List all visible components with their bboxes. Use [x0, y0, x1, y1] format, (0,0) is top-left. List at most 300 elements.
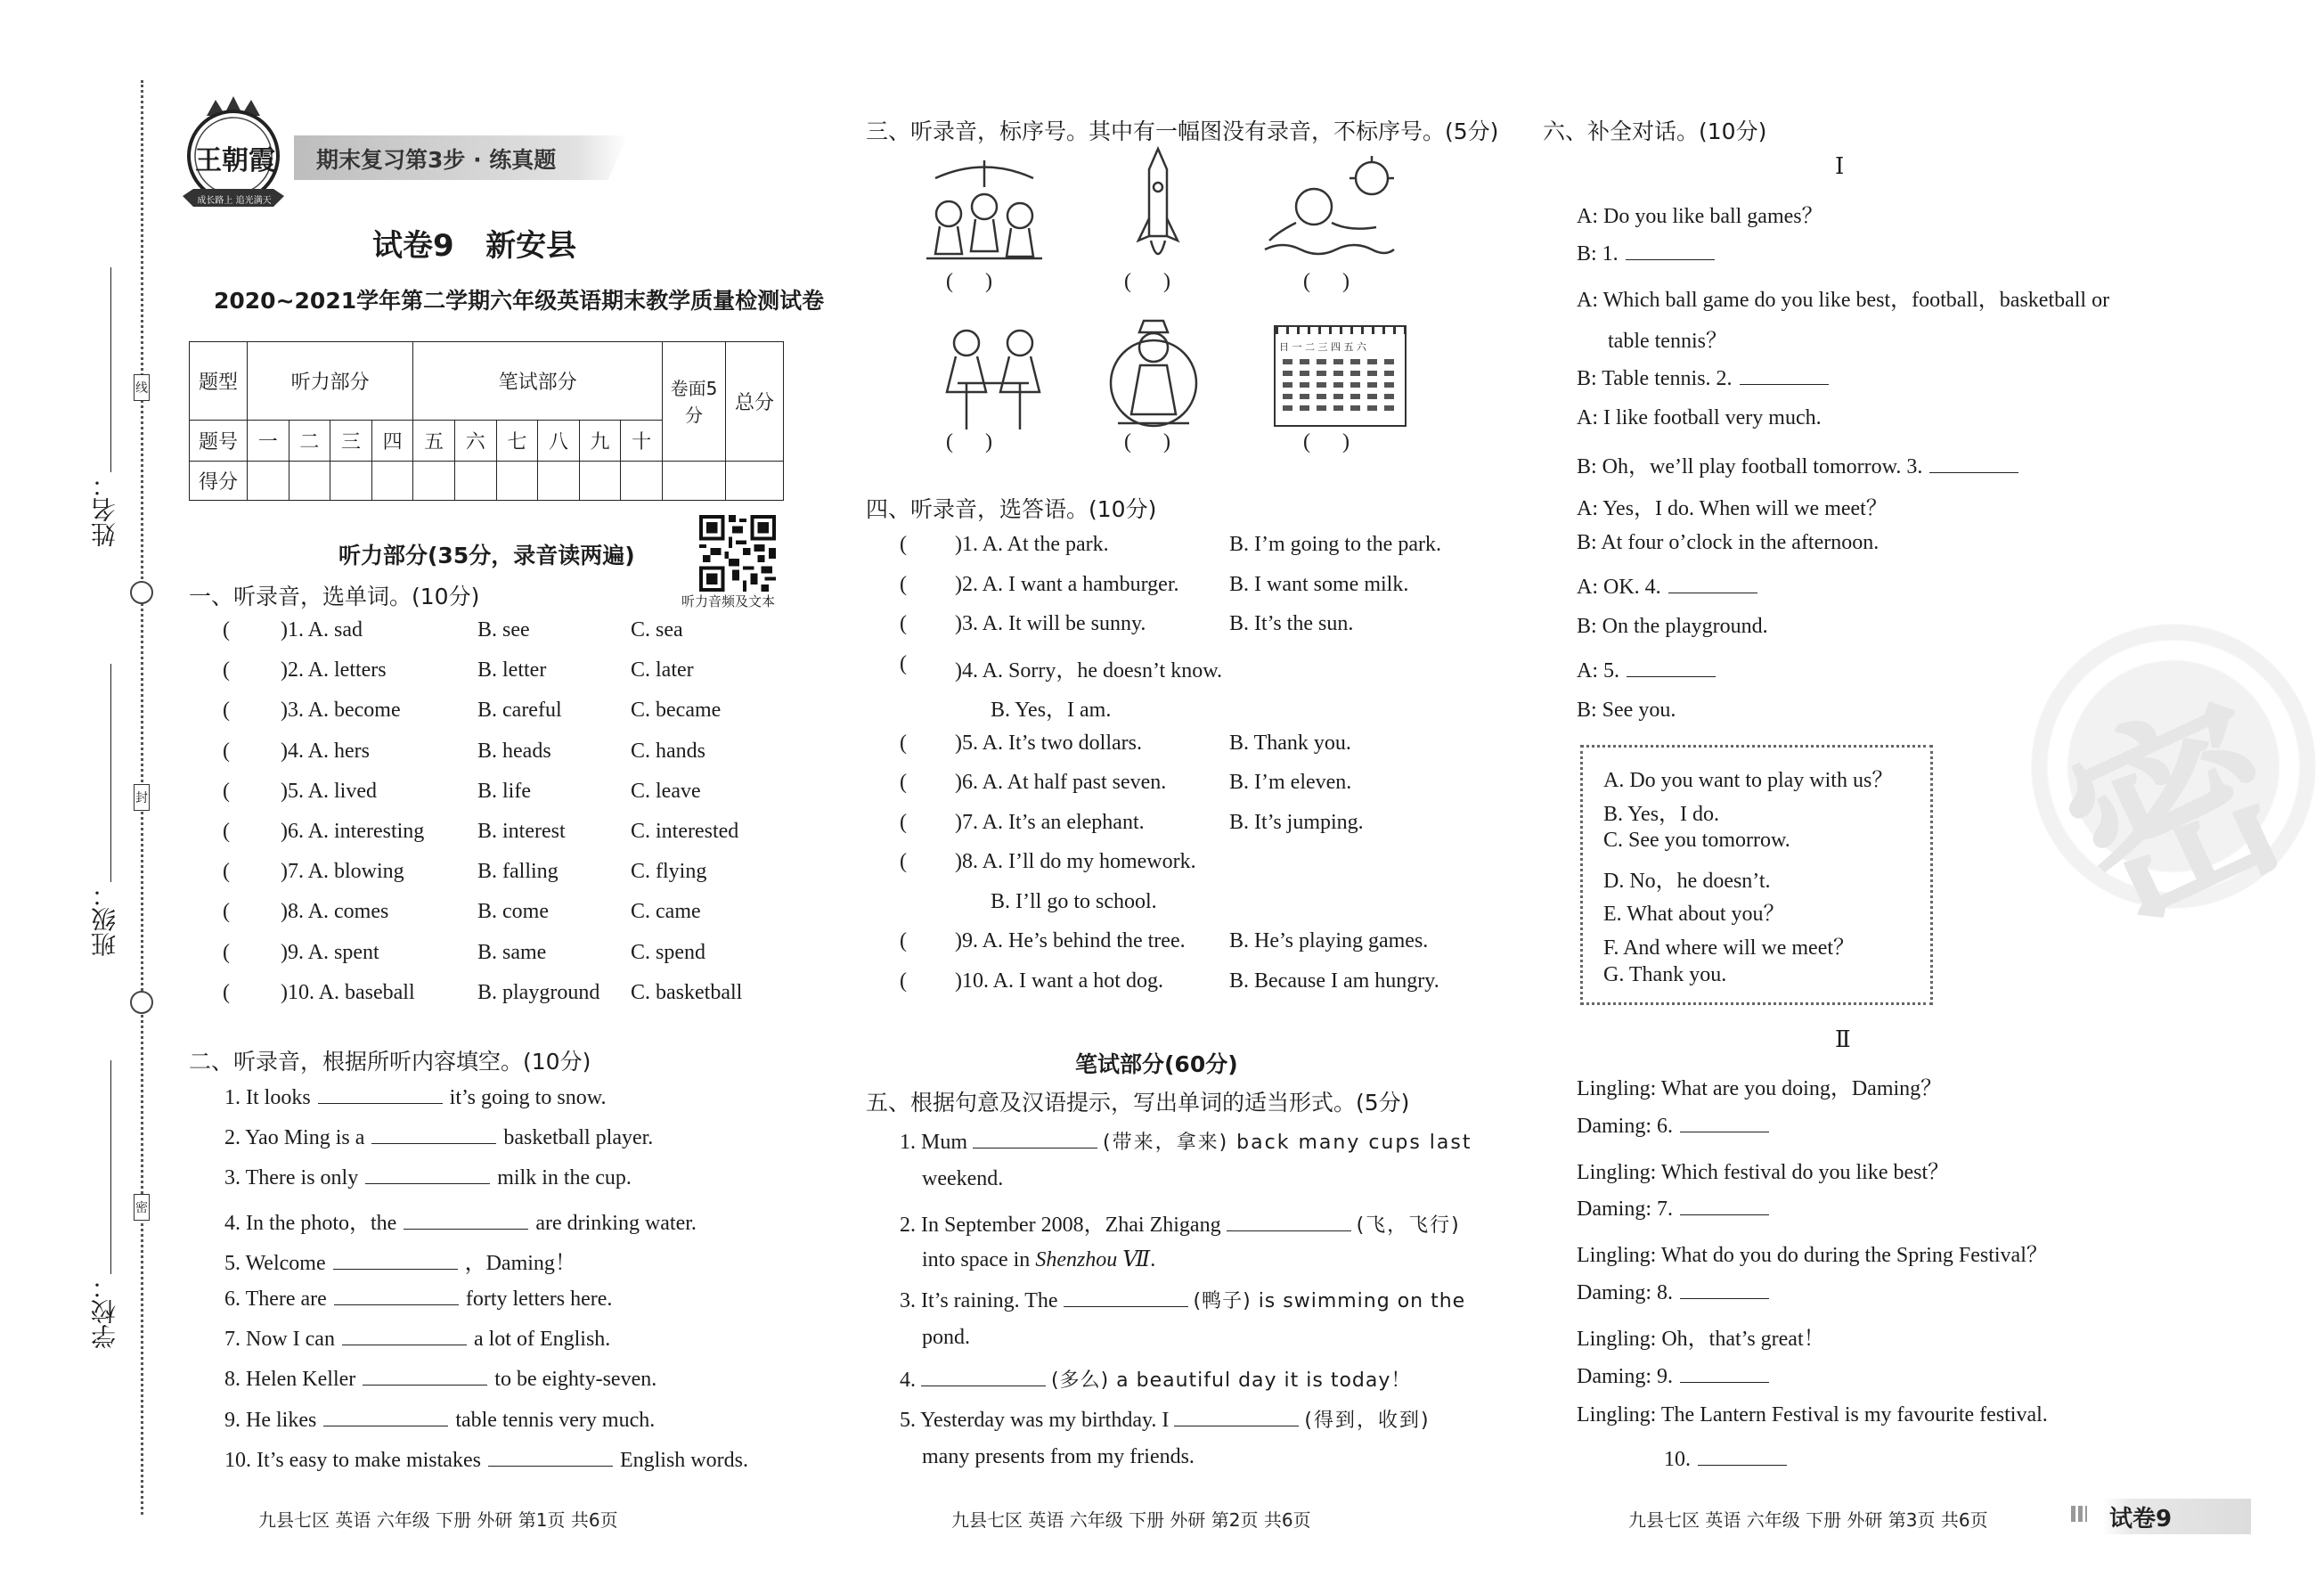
s5-q5 — [900, 1405, 1431, 1433]
s2-item — [224, 1325, 610, 1352]
calendar-day — [1384, 394, 1394, 399]
s2-text-before: 3. There is only — [224, 1166, 359, 1190]
s1-option-c: C. became — [631, 699, 722, 723]
s1-option-a: )1. A. sad — [281, 618, 363, 642]
option-item: C. See you tomorrow. — [1603, 829, 1790, 853]
option-item: E. What about you？ — [1603, 903, 1785, 927]
score-cell[interactable] — [621, 462, 663, 501]
score-cell[interactable] — [538, 462, 580, 501]
s2-blank[interactable] — [371, 1124, 496, 1144]
dialog1-text: B: Oh，we’ll play football tomorrow. 3. — [1577, 454, 1923, 478]
footer-page2: 九县七区 英语 六年级 下册 外研 第2页 共6页 — [951, 1509, 1311, 1531]
s1-option-b: B. come — [477, 900, 549, 924]
s1-option-b: B. same — [477, 940, 547, 964]
dialog1-text: A: 5. — [1577, 658, 1619, 683]
dialog1-text: B: See you. — [1577, 698, 1676, 722]
qr-code-icon — [699, 515, 776, 592]
table-number: 一 — [248, 421, 289, 462]
dialog1-text: A: I like football very much. — [1577, 406, 1822, 429]
section3-title: 三、听录音，标序号。其中有一幅图没有录音，不标序号。(5分) — [866, 119, 1499, 144]
calendar-day — [1283, 371, 1292, 376]
s2-text-after: basketball player. — [503, 1126, 654, 1150]
banner-text: 期末复习第3步 · 练真题 — [316, 147, 557, 173]
boy-swimming-picture — [1260, 151, 1398, 258]
s5-q1-hint: (带来，拿来) back many cups last — [1103, 1132, 1472, 1154]
s1-option-c: C. later — [631, 658, 694, 683]
s1-open-paren[interactable]: ( — [223, 779, 230, 803]
class-label: 班级： — [90, 882, 119, 957]
calendar-day — [1384, 382, 1394, 388]
s5-q1-cont: weekend. — [922, 1167, 1004, 1190]
section4-title: 四、听录音，选答语。(10分) — [866, 496, 1157, 522]
calendar-day — [1367, 382, 1377, 388]
dialog1-blank[interactable] — [1740, 364, 1829, 385]
score-cell[interactable] — [726, 462, 784, 501]
s4-option-b: B. Thank you. — [1229, 731, 1351, 755]
s5-q2-cont-text: into space in — [922, 1248, 1031, 1271]
s4-open-paren[interactable]: ( — [900, 572, 907, 596]
s5-q3-hint: (鸭子) is swimming on the — [1193, 1290, 1466, 1312]
dialog1-line — [1577, 282, 2109, 313]
s4-option-a: )8. A. I’ll do my homework. — [955, 850, 1196, 873]
s1-option-b: B. see — [477, 618, 530, 642]
score-cell[interactable] — [371, 462, 413, 501]
s4-open-paren[interactable]: ( — [900, 969, 907, 993]
calendar-day — [1367, 371, 1377, 376]
dialog2-text: Lingling: The Lantern Festival is my favourite festival. — [1577, 1403, 2048, 1427]
dialog1-text: B: 1. — [1577, 241, 1619, 266]
s2-blank[interactable] — [323, 1406, 448, 1426]
score-cell[interactable] — [413, 462, 455, 501]
s2-blank[interactable] — [365, 1164, 490, 1184]
s2-blank[interactable] — [334, 1285, 459, 1305]
s2-text-after: a lot of English. — [473, 1328, 611, 1352]
s1-option-b: B. playground — [477, 980, 600, 1004]
dialog1-line — [1577, 699, 1676, 723]
section5-title: 五、根据句意及汉语提示，写出单词的适当形式。(5分) — [866, 1090, 1410, 1116]
option-item: B. Yes，I do. — [1603, 802, 1720, 826]
option-item: A. Do you want to play with us？ — [1603, 769, 1894, 792]
s2-text-before: 10. It’s easy to make mistakes — [224, 1448, 481, 1472]
brand-logo — [175, 89, 291, 205]
s1-option-c: C. interested — [631, 820, 739, 843]
option-item: F. And where will we meet？ — [1603, 936, 1855, 960]
dialog2-line — [1577, 1070, 1942, 1101]
s2-item — [224, 1124, 653, 1150]
dialog1-line — [1577, 657, 1716, 683]
calendar-day — [1283, 382, 1292, 388]
dialog1-line — [1577, 573, 1757, 600]
dialog2-line — [1577, 1154, 1949, 1185]
class-field[interactable] — [110, 664, 111, 882]
calendar-day — [1384, 359, 1394, 364]
dialog1-text: A: Yes，I do. When will we meet？ — [1577, 496, 1888, 520]
table-number: 十 — [621, 421, 663, 462]
dialog2-blank[interactable] — [1680, 1112, 1769, 1132]
s2-blank[interactable] — [342, 1325, 467, 1345]
calendar-head: 日 一 二 三 四 五 六 — [1279, 341, 1366, 353]
s5-q2-cont — [922, 1247, 1155, 1272]
s2-blank[interactable] — [404, 1209, 528, 1230]
dialog1-blank[interactable] — [1627, 657, 1716, 677]
table-number: 八 — [538, 421, 580, 462]
dialog2-line — [1577, 1403, 2048, 1427]
s1-option-c: C. hands — [631, 739, 705, 763]
s4-option-a: )7. A. It’s an elephant. — [955, 810, 1145, 834]
s5-q3 — [900, 1286, 1465, 1313]
calendar-day — [1333, 394, 1343, 399]
dialog1-line — [1577, 198, 1823, 229]
calendar-day — [1350, 405, 1360, 411]
dialog1-text: A: Which ball game do you like best，football，basketball or — [1577, 288, 2110, 312]
s5-q5-hint: (得到，收到) — [1304, 1410, 1431, 1432]
s3-answer-paren-boy-snowman[interactable]: ( ) — [1124, 430, 1170, 454]
calendar-day — [1300, 371, 1309, 376]
calendar-day — [1300, 382, 1309, 388]
s5-q1-blank[interactable] — [973, 1128, 1097, 1148]
s1-open-paren[interactable]: ( — [223, 940, 230, 964]
binding-hole — [130, 581, 153, 604]
s2-blank[interactable] — [488, 1446, 613, 1467]
calendar-rings — [1276, 327, 1405, 334]
s5-q3-blank[interactable] — [1064, 1287, 1188, 1307]
s4-option-a: )5. A. It’s two dollars. — [955, 731, 1142, 755]
s1-open-paren[interactable]: ( — [223, 658, 230, 683]
s5-q2-period: . — [1150, 1248, 1156, 1271]
table-number: 六 — [454, 421, 496, 462]
s3-answer-paren-boy-swimming[interactable]: ( ) — [1303, 270, 1350, 293]
table-number-label: 题号 — [190, 421, 248, 462]
s4-option-b: B. I’m eleven. — [1229, 771, 1352, 794]
dialog2-line — [1577, 1237, 2048, 1268]
s2-text-after: are drinking water. — [535, 1211, 697, 1235]
dialog2-line — [1577, 1195, 1769, 1222]
s2-text-after: English words. — [619, 1448, 748, 1472]
s5-q4-text: 4. — [900, 1369, 916, 1392]
s2-text-after: ，Daming！ — [464, 1251, 576, 1275]
s1-option-c: C. came — [631, 900, 701, 924]
s2-text-before: 1. It looks — [224, 1086, 311, 1109]
dialog1-blank[interactable] — [1668, 573, 1757, 593]
s2-text-before: 2. Yao Ming is a — [224, 1126, 365, 1150]
s5-q4-blank[interactable] — [921, 1366, 1046, 1386]
dialog2-blank[interactable] — [1680, 1279, 1769, 1299]
girls-at-table-picture — [940, 321, 1047, 432]
s4-option-a: )10. A. I want a hot dog. — [955, 969, 1163, 993]
s2-text-before: 7. Now I can — [224, 1328, 335, 1352]
s1-open-paren[interactable]: ( — [223, 900, 230, 924]
calendar-day — [1283, 405, 1292, 411]
s2-item — [224, 1245, 576, 1276]
s5-q5-cont: many presents from my friends. — [922, 1445, 1195, 1468]
calendar-picture — [1274, 325, 1407, 427]
s1-open-paren[interactable]: ( — [223, 618, 230, 642]
s4-option-b: B. I want some milk. — [1229, 572, 1409, 596]
dialog1-line — [1577, 490, 1888, 521]
table-number: 二 — [289, 421, 330, 462]
calendar-day — [1350, 371, 1360, 376]
calendar-day — [1333, 405, 1343, 411]
writing-title: 笔试部分(60分) — [1075, 1051, 1238, 1077]
dialog1-text: A: Do you like ball games？ — [1577, 205, 1823, 228]
calendar-day — [1317, 371, 1326, 376]
calendar-day — [1317, 382, 1326, 388]
s3-answer-paren-rocket[interactable]: ( ) — [1124, 270, 1170, 293]
s1-option-b: B. interest — [477, 820, 566, 843]
dialog1-text: B: On the playground. — [1577, 615, 1768, 638]
qr-caption: 听力音频及文本 — [681, 593, 776, 609]
dialog2-text: Lingling: Which festival do you like best？ — [1577, 1160, 1950, 1184]
s4-option-b: B. I’ll go to school. — [991, 889, 1157, 913]
s5-q2-italic: Shenzhou Ⅶ — [1035, 1248, 1151, 1271]
s2-text-after: forty letters here. — [465, 1287, 613, 1311]
dialog2-line — [1577, 1279, 1769, 1305]
s1-open-paren[interactable]: ( — [223, 980, 230, 1004]
section1-title: 一、听录音，选单词。(10分) — [189, 584, 480, 609]
dialog1-blank[interactable] — [1929, 453, 2018, 473]
s5-q3-cont: pond. — [922, 1326, 970, 1349]
s5-q3-text: 3. It’s raining. The — [900, 1289, 1058, 1312]
score-cell[interactable] — [330, 462, 372, 501]
s2-item — [224, 1285, 612, 1312]
calendar-day — [1350, 359, 1360, 364]
bind-mark-feng: 封 — [134, 784, 150, 811]
watermark-seal — [2031, 624, 2320, 967]
dialog1-line — [1577, 364, 1829, 391]
dialog2-text: Daming: 9. — [1577, 1364, 1673, 1388]
s1-option-a: )2. A. letters — [281, 658, 387, 683]
s4-option-a: )2. A. I want a hamburger. — [955, 572, 1179, 596]
table-type-label: 题型 — [190, 342, 248, 421]
calendar-day — [1384, 405, 1394, 411]
s5-q2-text: 2. In September 2008，Zhai Zhigang — [900, 1214, 1221, 1237]
s5-q5-blank[interactable] — [1174, 1406, 1299, 1426]
s1-open-paren[interactable]: ( — [223, 699, 230, 723]
dialog2-text: Lingling: What are you doing，Daming？ — [1577, 1077, 1943, 1100]
dialog2-text: Daming: 6. — [1577, 1114, 1673, 1138]
s2-text-before: 9. He likes — [224, 1408, 317, 1432]
s4-open-paren[interactable]: ( — [900, 731, 907, 755]
s5-q2-blank[interactable] — [1227, 1211, 1351, 1231]
dialog1-text: A: OK. 4. — [1577, 576, 1661, 600]
score-cell[interactable] — [496, 462, 538, 501]
calendar-day — [1300, 394, 1309, 399]
s2-text-before: 6. There are — [224, 1287, 327, 1311]
dialog2-blank[interactable] — [1680, 1195, 1769, 1215]
s4-open-paren[interactable]: ( — [900, 651, 907, 675]
listening-title: 听力部分(35分，录音读两遍) — [338, 543, 635, 568]
s4-option-b: B. Yes，I am. — [991, 699, 1112, 722]
dialog2-line — [1664, 1445, 1787, 1472]
s1-option-c: C. leave — [631, 779, 701, 803]
s4-option-a: )1. A. At the park. — [955, 533, 1109, 556]
calendar-day — [1317, 405, 1326, 411]
dialog2-blank[interactable] — [1680, 1362, 1769, 1383]
name-label: 姓名： — [90, 472, 119, 547]
s2-item — [224, 1205, 697, 1236]
calendar-day — [1333, 359, 1343, 364]
table-listening: 听力部分 — [248, 342, 413, 421]
s4-option-a: )9. A. He’s behind the tree. — [955, 929, 1186, 952]
calendar-day — [1350, 394, 1360, 399]
calendar-day — [1317, 394, 1326, 399]
calendar-day — [1300, 359, 1309, 364]
s4-option-b: B. It’s jumping. — [1229, 810, 1364, 834]
dialog2-line — [1577, 1320, 1825, 1352]
section2-title: 二、听录音，根据所听内容填空。(10分) — [189, 1049, 591, 1075]
s5-q1-text: 1. Mum — [900, 1131, 968, 1154]
s1-option-a: )6. A. interesting — [281, 820, 425, 843]
s4-option-b: B. He’s playing games. — [1229, 929, 1429, 952]
s2-blank[interactable] — [363, 1365, 487, 1386]
bind-mark-xian: 线 — [134, 374, 150, 401]
table-number: 四 — [371, 421, 413, 462]
s4-open-paren[interactable]: ( — [900, 929, 907, 952]
s1-option-a: )3. A. become — [281, 699, 401, 723]
s2-blank[interactable] — [318, 1083, 443, 1104]
dialog1-text: B: Table tennis. 2. — [1577, 367, 1733, 391]
dialog1-line — [1577, 448, 2018, 479]
s1-option-a: )9. A. spent — [281, 940, 379, 964]
dialog1-line — [1608, 323, 1727, 354]
s3-answer-paren-calendar[interactable]: ( ) — [1303, 430, 1350, 454]
s4-open-paren[interactable]: ( — [900, 771, 907, 794]
logo-ribbon: 成长路上 追光满天 — [197, 196, 272, 206]
s1-option-a: )5. A. lived — [281, 779, 377, 803]
s5-q2-hint: (飞，飞行) — [1356, 1214, 1461, 1237]
s4-option-b: B. I’m going to the park. — [1229, 533, 1441, 556]
s1-option-b: B. life — [477, 779, 531, 803]
table-number: 七 — [496, 421, 538, 462]
table-number: 五 — [413, 421, 455, 462]
calendar-day — [1367, 359, 1377, 364]
table-score-label: 得分 — [190, 462, 248, 501]
section6-title: 六、补全对话。(10分) — [1543, 119, 1767, 144]
s5-q5-text: 5. Yesterday was my birthday. I — [900, 1409, 1170, 1432]
s5-q4 — [900, 1365, 1411, 1393]
dialog1-text: table tennis？ — [1608, 330, 1727, 354]
s1-open-paren[interactable]: ( — [223, 820, 230, 843]
s2-item — [224, 1164, 632, 1190]
boy-snowman-picture — [1096, 316, 1211, 432]
s2-item — [224, 1083, 606, 1110]
table-number: 三 — [330, 421, 372, 462]
dialog2-line — [1577, 1362, 1769, 1389]
s2-text-after: to be eighty-seven. — [494, 1368, 657, 1392]
s1-option-a: )7. A. blowing — [281, 860, 404, 884]
score-cell[interactable] — [579, 462, 621, 501]
school-label: 学校： — [90, 1274, 119, 1349]
s2-text-after: it’s going to snow. — [449, 1086, 607, 1109]
s1-option-b: B. letter — [477, 658, 547, 683]
logo-text: 王朝霞 — [195, 145, 275, 176]
s4-option-a: )3. A. It will be sunny. — [955, 612, 1146, 635]
dialog2-text: Lingling: Oh，that’s great！ — [1577, 1327, 1825, 1351]
s5-q4-hint: (多么) a beautiful day it is today！ — [1051, 1369, 1412, 1392]
dialog2-text: Daming: 7. — [1577, 1198, 1673, 1222]
footer-page3: 九县七区 英语 六年级 下册 外研 第3页 共6页 — [1628, 1509, 1988, 1531]
dialog1-line — [1577, 406, 1822, 430]
s2-item — [224, 1406, 655, 1433]
s2-item — [224, 1446, 748, 1473]
score-cell[interactable] — [289, 462, 330, 501]
dialog1-blank[interactable] — [1626, 240, 1715, 260]
s4-option-a: )6. A. At half past seven. — [955, 771, 1167, 794]
option-item: D. No，he doesn’t. — [1603, 869, 1771, 893]
s1-option-a: )8. A. comes — [281, 900, 389, 924]
s5-q2 — [900, 1206, 1461, 1238]
s2-text-after: milk in the cup. — [497, 1166, 632, 1190]
s4-open-paren[interactable]: ( — [900, 533, 907, 556]
footer-grid-icon — [2071, 1506, 2087, 1522]
s3-answer-paren-children-picnic[interactable]: ( ) — [946, 270, 992, 293]
score-cell[interactable] — [248, 462, 289, 501]
calendar-day — [1384, 371, 1394, 376]
s2-text-after: table tennis very much. — [455, 1408, 656, 1432]
s1-option-b: B. careful — [477, 699, 562, 723]
s2-text-before: 4. In the photo，the — [224, 1211, 397, 1235]
part2-label: Ⅱ — [1835, 1026, 1851, 1052]
table-total: 总分 — [726, 342, 784, 462]
s1-option-b: B. heads — [477, 739, 551, 763]
s1-option-b: B. falling — [477, 860, 559, 884]
s2-blank[interactable] — [333, 1249, 458, 1270]
dialog1-text: B: At four o’clock in the afternoon. — [1577, 531, 1880, 555]
s1-option-c: C. sea — [631, 618, 683, 642]
s4-option-b: B. It’s the sun. — [1229, 612, 1354, 635]
s4-option-b: B. Because I am hungry. — [1229, 969, 1439, 993]
s1-option-c: C. basketball — [631, 980, 743, 1004]
s1-open-paren[interactable]: ( — [223, 739, 230, 763]
s4-open-paren[interactable]: ( — [900, 612, 907, 635]
binding-hole — [130, 991, 153, 1014]
s2-text-before: 8. Helen Keller — [224, 1368, 356, 1392]
s3-answer-paren-girls-at-table[interactable]: ( ) — [946, 430, 992, 454]
dialog1-line — [1577, 615, 1768, 639]
s4-open-paren[interactable]: ( — [900, 810, 907, 834]
score-cell[interactable] — [454, 462, 496, 501]
score-cell[interactable] — [663, 462, 726, 501]
footer-tag: 试卷9 — [2109, 1506, 2173, 1533]
table-writing: 笔试部分 — [413, 342, 663, 421]
calendar-day — [1333, 371, 1343, 376]
table-neatness: 卷面5分 — [663, 342, 726, 462]
footer-page1: 九县七区 英语 六年级 下册 外研 第1页 共6页 — [258, 1509, 618, 1531]
children-picnic-picture — [917, 151, 1051, 267]
dialog2-text: Lingling: What do you do during the Spring Festival？ — [1577, 1244, 2048, 1268]
s1-option-c: C. flying — [631, 860, 707, 884]
calendar-day — [1317, 359, 1326, 364]
s5-q1 — [900, 1127, 1472, 1155]
s4-open-paren[interactable]: ( — [900, 850, 907, 873]
dialog2-text: Daming: 8. — [1577, 1281, 1673, 1304]
s4-option-a: )4. A. Sorry，he doesn’t know. — [955, 658, 1222, 683]
option-item: G. Thank you. — [1603, 962, 1727, 986]
table-number: 九 — [579, 421, 621, 462]
calendar-day — [1350, 382, 1360, 388]
dialog1-line — [1577, 531, 1879, 555]
dialog2-blank[interactable] — [1698, 1445, 1787, 1466]
calendar-day — [1283, 359, 1292, 364]
exam-title: 2020~2021学年第二学期六年级英语期末教学质量检测试卷 — [214, 288, 825, 314]
s1-option-c: C. spend — [631, 940, 705, 964]
s1-open-paren[interactable]: ( — [223, 860, 230, 884]
school-field[interactable] — [110, 1060, 111, 1274]
dialog2-line — [1577, 1112, 1769, 1139]
name-field[interactable] — [110, 267, 111, 472]
watermark-text: 密 — [2034, 663, 2320, 967]
part1-label: Ⅰ — [1835, 153, 1845, 179]
